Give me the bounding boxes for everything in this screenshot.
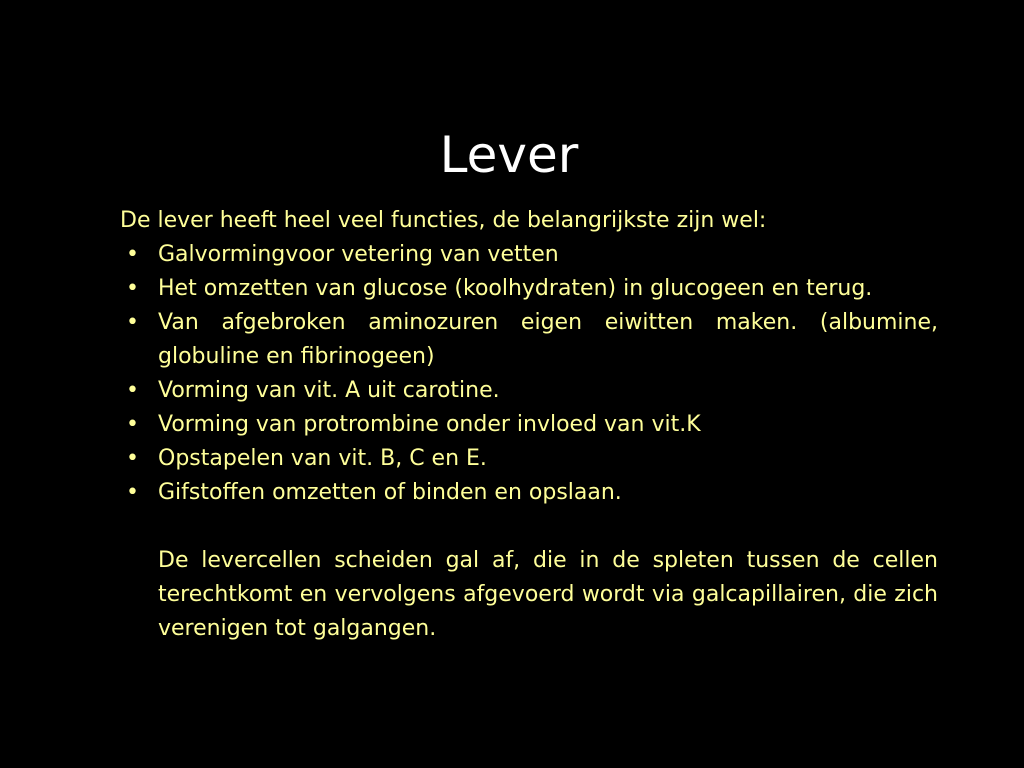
list-item: • Vorming van vit. A uit carotine. bbox=[120, 374, 938, 408]
list-item: • Galvormingvoor vetering van vetten bbox=[120, 238, 938, 272]
list-item: • Vorming van protrombine onder invloed van vit.K bbox=[120, 408, 938, 442]
list-item: • Opstapelen van vit. B, C en E. bbox=[120, 442, 938, 476]
slide-body bbox=[120, 204, 938, 646]
list-item: • Het omzetten van glucose (koolhydraten) in glucogeen en terug. bbox=[120, 272, 938, 306]
list-item: • Gifstoffen omzetten of binden en opslaan. bbox=[120, 476, 938, 510]
closing-paragraph: De levercellen scheiden gal af, die in de spleten tussen de cellen terechtkomt en vervolgens afgevoerd wordt via galcapillairen, die zich verenigen tot galgangen. bbox=[158, 548, 938, 641]
intro-text: De lever heeft heel veel functies, de belangrijkste zijn wel: bbox=[120, 208, 767, 233]
list-item: • Van afgebroken aminozuren eigen eiwitten maken. (albumine, globuline en fibrinogeen) bbox=[120, 306, 938, 374]
slide-title: Lever bbox=[439, 126, 579, 184]
function-list bbox=[120, 238, 938, 510]
